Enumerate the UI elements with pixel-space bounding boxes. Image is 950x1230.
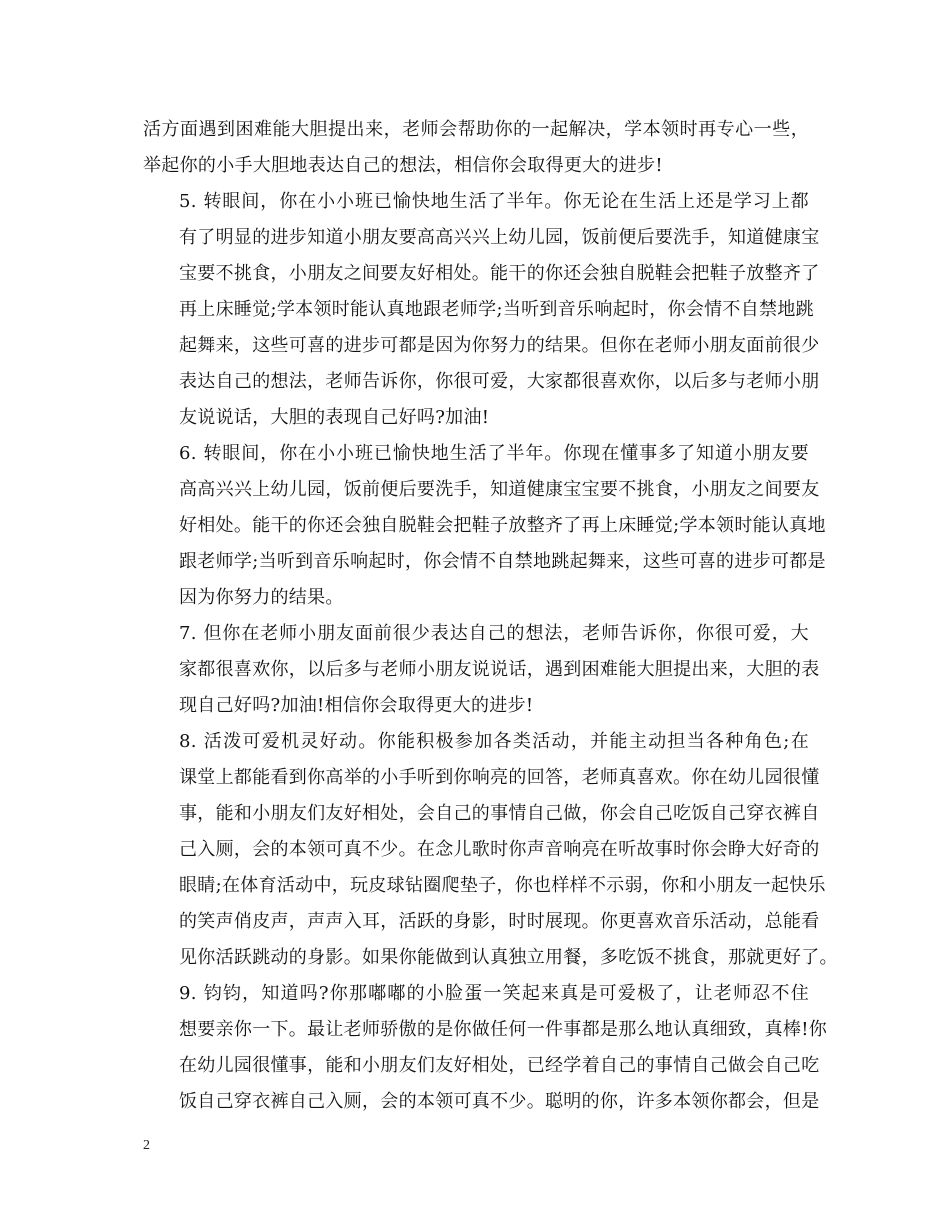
text-line: 宝要不挑食，小朋友之间要友好相处。能干的你还会独自脱鞋会把鞋子放整齐了: [179, 263, 820, 284]
text-line: 8. 活泼可爱机灵好动。你能积极参加各类活动，并能主动担当各种角色;在: [179, 731, 809, 752]
paragraph: [143, 616, 820, 724]
text-line: 友说说话，大胆的表现自己好吗?加油!: [179, 407, 490, 428]
paragraph: [143, 112, 809, 184]
document-body: [143, 112, 838, 1120]
text-line: 想要亲你一下。最让老师骄傲的是你做任何一件事都是那么地认真细致，真棒!你: [179, 1019, 828, 1040]
paragraph: [143, 724, 838, 976]
text-line: 见你活跃跳动的身影。如果你能做到认真独立用餐，多吃饭不挑食，那就更好了。: [179, 947, 838, 968]
text-line: 课堂上都能看到你高举的小手听到你响亮的回答，老师真喜欢。你在幼儿园很懂: [179, 767, 820, 788]
text-line: 好相处。能干的你还会独自脱鞋会把鞋子放整齐了再上床睡觉;学本领时能认真地: [179, 515, 826, 536]
text-line: 9. 钧钧，知道吗?你那嘟嘟的小脸蛋一笑起来真是可爱极了，让老师忍不住: [179, 983, 809, 1004]
paragraph: [143, 976, 828, 1120]
text-line: 活方面遇到困难能大胆提出来，老师会帮助你的一起解决，学本领时再专心一些，: [143, 119, 809, 140]
paragraph: [143, 436, 826, 616]
text-line: 跟老师学;当听到音乐响起时，你会情不自禁地跳起舞来，这些可喜的进步可都是: [179, 551, 826, 572]
text-line: 己入厕，会的本领可真不少。在念儿歌时你声音响亮在听故事时你会睁大好奇的: [179, 839, 820, 860]
text-line: 的笑声俏皮声，声声入耳，活跃的身影，时时展现。你更喜欢音乐活动，总能看: [179, 911, 820, 932]
text-line: 家都很喜欢你，以后多与老师小朋友说说话，遇到困难能大胆提出来，大胆的表: [179, 659, 820, 680]
text-line: 眼睛;在体育活动中，玩皮球钻圈爬垫子，你也样样不示弱，你和小朋友一起快乐: [179, 875, 826, 896]
text-line: 再上床睡觉;学本领时能认真地跟老师学;当听到音乐响起时，你会情不自禁地跳: [179, 299, 814, 320]
text-line: 5. 转眼间，你在小小班已愉快地生活了半年。你无论在生活上还是学习上都: [179, 191, 809, 212]
text-line: 事，能和小朋友们友好相处，会自己的事情自己做，你会自己吃饭自己穿衣裤自: [179, 803, 820, 824]
page-number: 2: [143, 1138, 150, 1153]
text-line: 在幼儿园很懂事，能和小朋友们友好相处，已经学着自己的事情自己做会自己吃: [179, 1055, 820, 1076]
text-line: 因为你努力的结果。: [179, 587, 344, 608]
text-line: 7. 但你在老师小朋友面前很少表达自己的想法，老师告诉你，你很可爱，大: [179, 623, 809, 644]
text-line: 起舞来，这些可喜的进步可都是因为你努力的结果。但你在老师小朋友面前很少: [179, 335, 820, 356]
text-line: 举起你的小手大胆地表达自己的想法，相信你会取得更大的进步!: [143, 155, 663, 176]
text-line: 有了明显的进步知道小朋友要高高兴兴上幼儿园，饭前便后要洗手，知道健康宝: [179, 227, 820, 248]
text-line: 饭自己穿衣裤自己入厕，会的本领可真不少。聪明的你，许多本领你都会，但是: [179, 1091, 820, 1112]
paragraph: [143, 184, 820, 436]
text-line: 表达自己的想法，老师告诉你，你很可爱，大家都很喜欢你，以后多与老师小朋: [179, 371, 820, 392]
text-line: 高高兴兴上幼儿园，饭前便后要洗手，知道健康宝宝要不挑食，小朋友之间要友: [179, 479, 820, 500]
text-line: 6. 转眼间，你在小小班已愉快地生活了半年。你现在懂事多了知道小朋友要: [179, 443, 809, 464]
text-line: 现自己好吗?加油!相信你会取得更大的进步!: [179, 695, 534, 716]
